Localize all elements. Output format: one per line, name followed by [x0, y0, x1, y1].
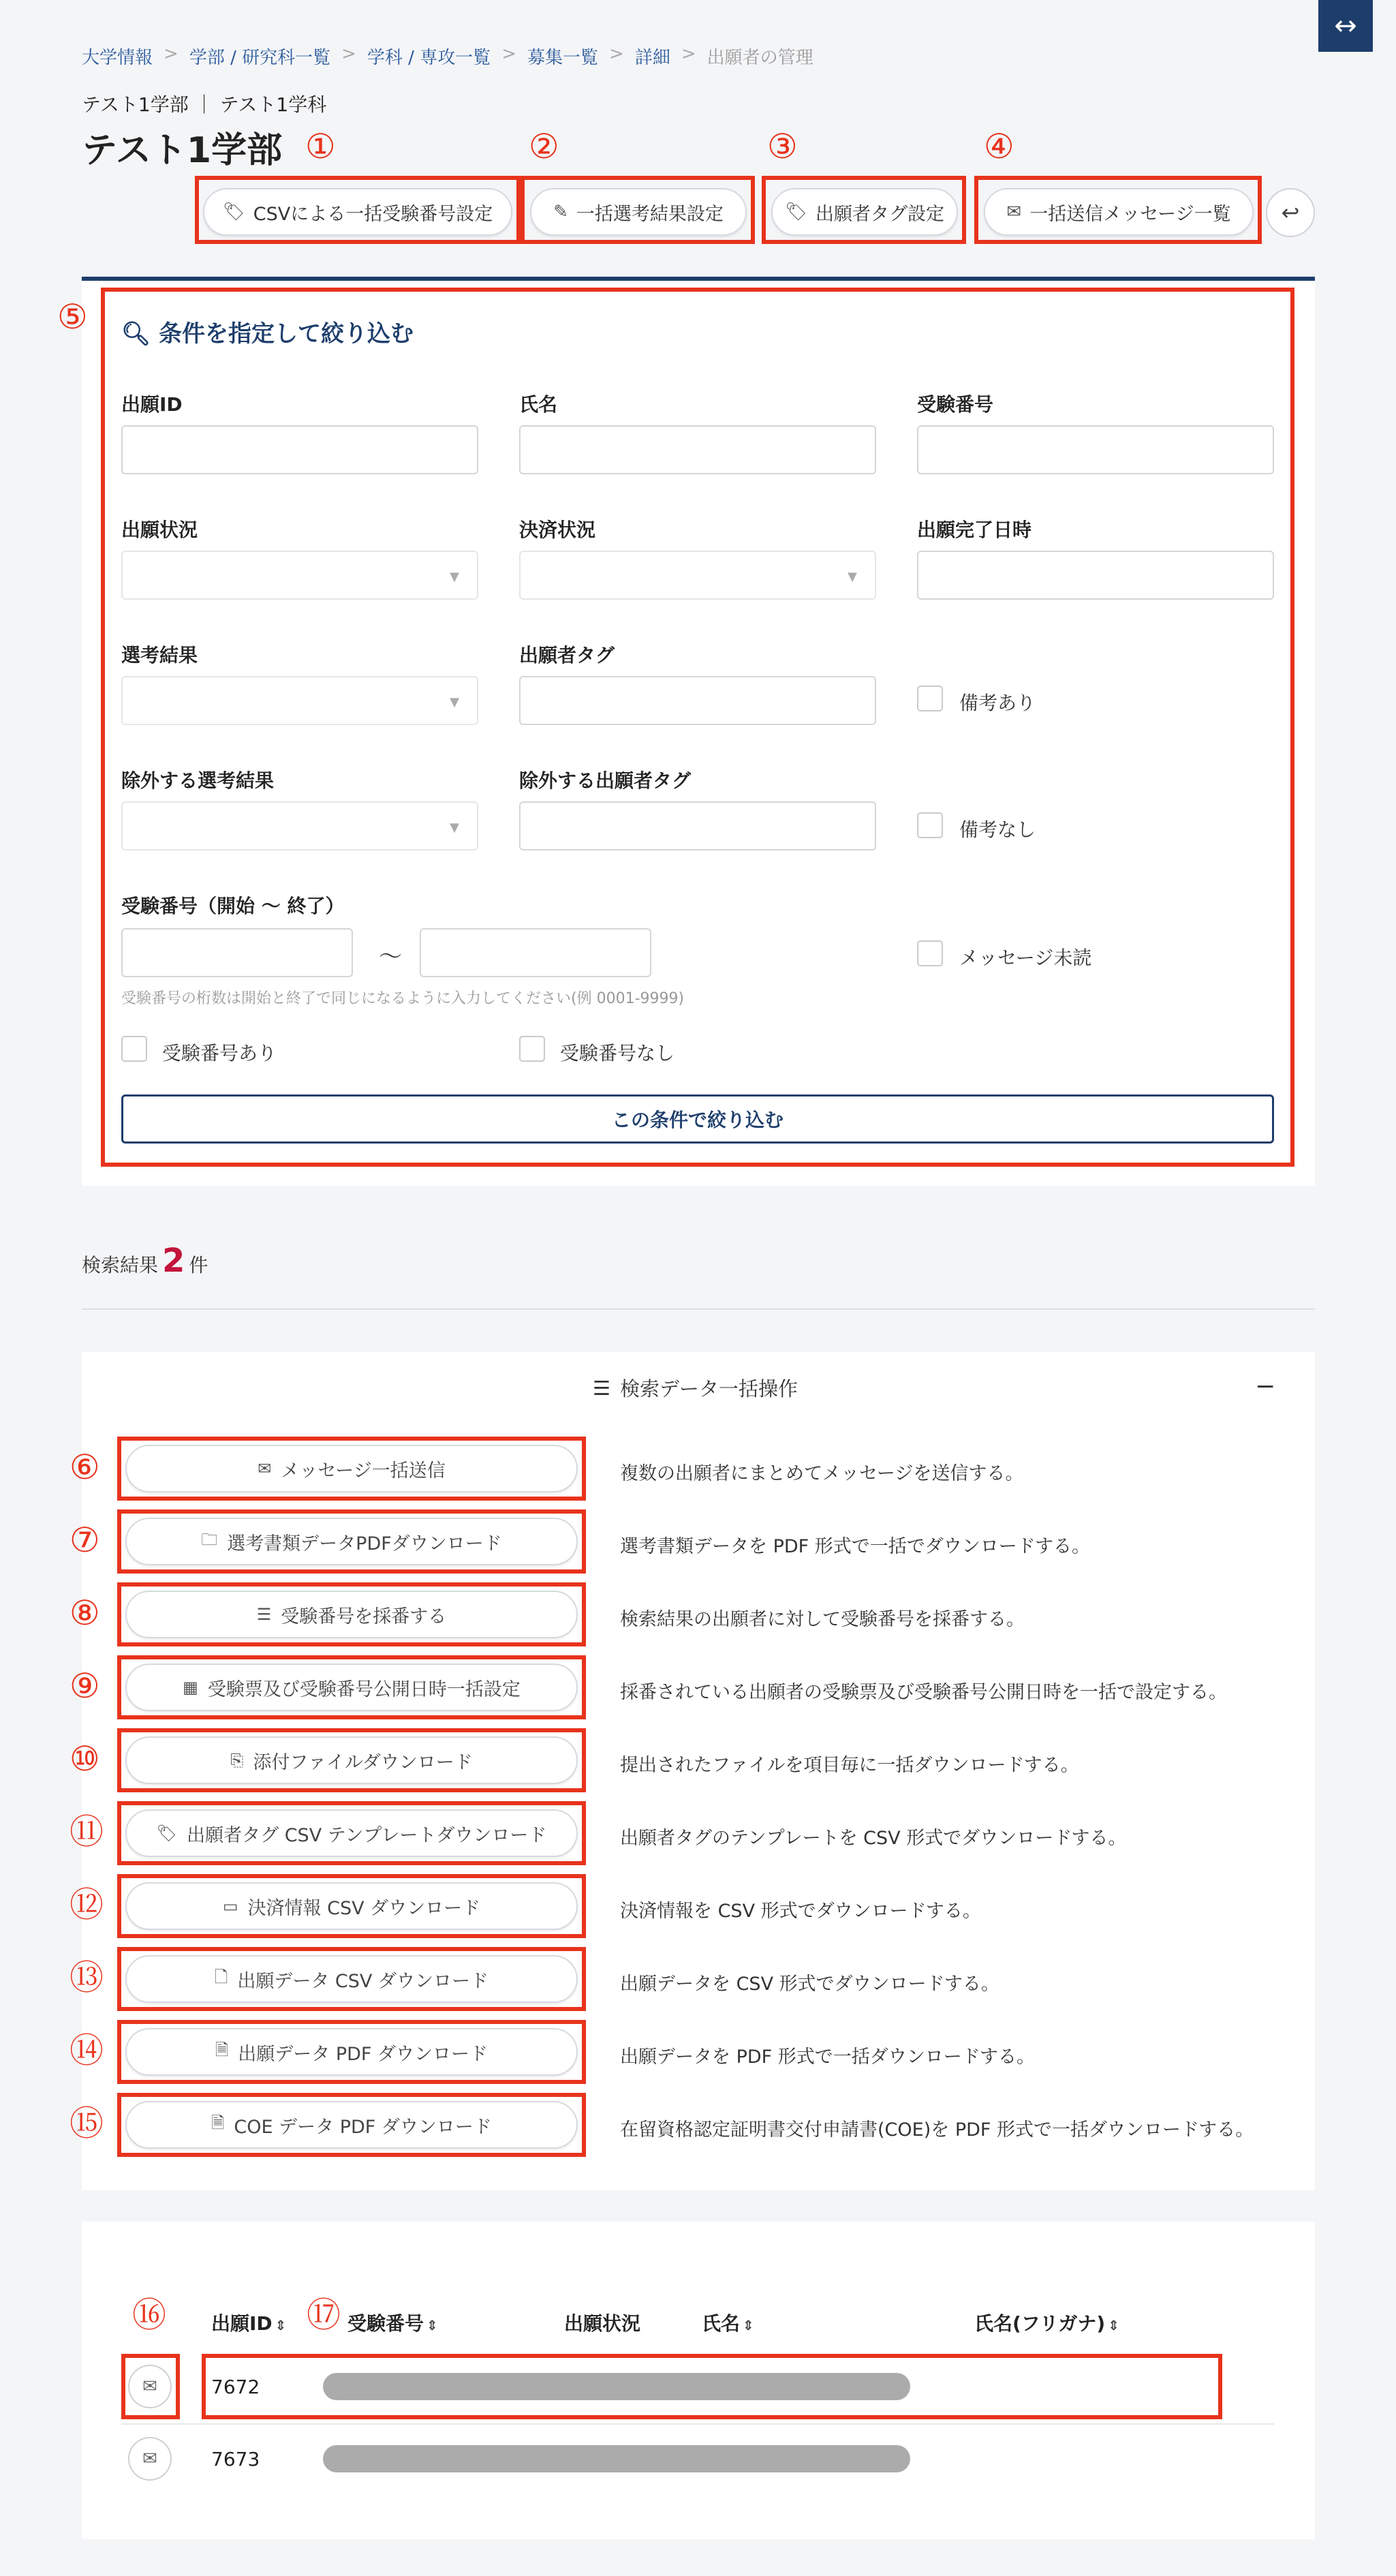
- row-application-id[interactable]: 7672: [211, 2376, 260, 2398]
- name-input[interactable]: [519, 425, 876, 474]
- payment-status-label: 決済状況: [519, 519, 596, 541]
- name-label: 氏名: [519, 393, 558, 416]
- row-divider: [121, 2423, 1274, 2425]
- range-separator: 〜: [379, 943, 402, 970]
- annotation-5: ⑤: [57, 297, 88, 337]
- page-title: テスト1学部: [82, 130, 283, 171]
- highlight-box-5: [101, 288, 1294, 1167]
- highlight-box-15: [117, 2093, 586, 2157]
- breadcrumb-recruitments[interactable]: 募集一覧: [527, 48, 599, 68]
- bulk-op-description-6: 出願者タグのテンプレートを CSV 形式でダウンロードする。: [620, 1828, 1127, 1849]
- exam-number-input[interactable]: [917, 425, 1274, 474]
- application-status-select[interactable]: [121, 551, 478, 600]
- annotation-7: ⑦: [69, 1520, 100, 1560]
- has-exam-number-checkbox[interactable]: [121, 1036, 147, 1062]
- apply-filter-button[interactable]: この条件で絞り込む: [121, 1094, 1274, 1144]
- bulk-op-description-3: 検索結果の出願者に対して受験番号を採番する。: [620, 1609, 1025, 1630]
- annotation-3: ③: [767, 127, 798, 166]
- highlight-box-4: [974, 176, 1262, 244]
- breadcrumb-detail[interactable]: 詳細: [634, 48, 670, 68]
- application-status-label: 出願状況: [121, 519, 198, 541]
- breadcrumb-faculties[interactable]: 学部 / 研究科一覧: [189, 48, 331, 68]
- bulk-op-description-2: 選考書類データを PDF 形式で一括でダウンロードする。: [620, 1536, 1090, 1557]
- result-count-value: 2: [162, 1242, 185, 1280]
- exam-number-label: 受験番号: [917, 393, 994, 416]
- annotation-2: ②: [529, 127, 559, 166]
- bulk-op-description-4: 採番されている出願者の受験票及び受験番号公開日時を一括で設定する。: [620, 1682, 1227, 1703]
- highlight-box-12: [117, 1874, 586, 1938]
- exam-number-range-label: 受験番号（開始 〜 終了）: [121, 895, 345, 917]
- bulk-op-description-1: 複数の出願者にまとめてメッセージを送信する。: [620, 1463, 1024, 1484]
- no-exam-number-checkbox[interactable]: [519, 1036, 545, 1062]
- highlight-box-2: [521, 176, 755, 244]
- completion-datetime-label: 出願完了日時: [917, 519, 1032, 541]
- bulk-op-button-10[interactable]: 🗎 COE データ PDF ダウンロード: [125, 2101, 578, 2149]
- bulk-op-description-10: 在留資格認定証明書交付申請書(COE)を PDF 形式で一括ダウンロードする。: [620, 2119, 1254, 2141]
- search-result-count: 検索結果 2 件: [82, 1242, 208, 1280]
- envelope-icon: ✉: [142, 2376, 157, 2397]
- annotation-12: ⑫: [69, 1885, 104, 1925]
- csv-bulk-exam-number-button[interactable]: 🏷 CSVによる一括受験番号設定: [203, 188, 512, 236]
- application-id-label: 出願ID: [121, 393, 183, 416]
- annotation-8: ⑧: [69, 1593, 100, 1633]
- highlight-box-8: [117, 1582, 586, 1646]
- file-icon: 🗋: [215, 1967, 228, 1987]
- breadcrumb-current: 出願者の管理: [707, 48, 813, 68]
- highlight-box-11: [117, 1801, 586, 1865]
- annotation-16: ⑯: [132, 2295, 166, 2335]
- highlight-box-6: [117, 1437, 586, 1501]
- header-name[interactable]: 氏名 ⇕: [702, 2312, 754, 2335]
- payment-status-select[interactable]: [519, 551, 876, 600]
- sort-icon: ⇕: [275, 2317, 287, 2333]
- list-icon: ☰: [256, 1605, 272, 1624]
- bulk-op-button-1[interactable]: ✉ メッセージ一括送信: [125, 1445, 578, 1492]
- search-panel-topline: [82, 277, 1315, 281]
- applicant-tag-label: 出願者タグ: [519, 644, 615, 666]
- highlight-box-9: [117, 1655, 586, 1719]
- has-exam-number-label: 受験番号あり: [162, 1042, 277, 1064]
- annotation-10: ⑩: [69, 1739, 100, 1779]
- breadcrumb: 大学情報 > 学部 / 研究科一覧 > 学科 / 専攻一覧 > 募集一覧 > 詳細 > 出願者の管理: [82, 44, 813, 68]
- envelope-icon: ✉: [258, 1459, 272, 1478]
- bulk-op-description-8: 出願データを CSV 形式でダウンロードする。: [620, 1974, 999, 1995]
- exam-number-start-input[interactable]: [121, 928, 353, 977]
- has-note-checkbox[interactable]: [917, 686, 943, 711]
- search-heading: 🔍︎ 条件を指定して絞り込む: [121, 320, 414, 348]
- calendar-icon: ▦: [183, 1678, 198, 1697]
- back-button[interactable]: [1266, 188, 1315, 237]
- application-id-input[interactable]: [121, 425, 478, 474]
- completion-datetime-input[interactable]: [917, 551, 1274, 600]
- pdf-file-icon: 🗎: [211, 2113, 225, 2132]
- highlight-box-13: [117, 1947, 586, 2011]
- paperclip-icon: ⎘: [230, 1751, 244, 1770]
- expand-arrows-icon: ↔: [1334, 10, 1357, 42]
- breadcrumb-departments[interactable]: 学科 / 専攻一覧: [367, 48, 491, 68]
- annotation-15: ⑮: [69, 2104, 104, 2143]
- bulk-op-description-7: 決済情報を CSV 形式でダウンロードする。: [620, 1901, 981, 1922]
- exam-number-end-input[interactable]: [420, 928, 651, 977]
- divider: [82, 1308, 1315, 1310]
- exclude-applicant-tag-label: 除外する出願者タグ: [519, 769, 692, 792]
- highlight-box-1: [195, 176, 521, 244]
- bulk-op-button-2[interactable]: 🗀 選考書類データPDFダウンロード: [125, 1518, 578, 1565]
- highlight-box-17: [202, 2354, 1222, 2419]
- no-note-label: 備考なし: [959, 818, 1036, 841]
- header-application-id[interactable]: 出願ID ⇕: [211, 2312, 287, 2335]
- pdf-file-icon: 🗎: [215, 2040, 229, 2059]
- unread-message-label: メッセージ未読: [959, 947, 1092, 969]
- header-exam-number[interactable]: 受験番号 ⇕: [347, 2312, 438, 2335]
- header-application-status: 出願状況: [564, 2312, 641, 2335]
- annotation-6: ⑥: [69, 1447, 100, 1487]
- breadcrumb-university[interactable]: 大学情報: [82, 48, 153, 68]
- bulk-message-list-button[interactable]: ✉ 一括送信メッセージ一覧: [984, 188, 1254, 236]
- bulk-op-button-8[interactable]: 🗋 出願データ CSV ダウンロード: [125, 1955, 578, 2003]
- highlight-box-7: [117, 1509, 586, 1574]
- highlight-box-14: [117, 2020, 586, 2084]
- page-subtitle: テスト1学部 ｜ テスト1学科: [82, 93, 327, 116]
- highlight-box-10: [117, 1728, 586, 1792]
- credit-card-icon: ▭: [222, 1897, 238, 1916]
- redacted-row-data: [323, 2445, 910, 2472]
- bulk-op-button-9[interactable]: 🗎 出願データ PDF ダウンロード: [125, 2028, 578, 2076]
- unread-message-checkbox[interactable]: [917, 940, 943, 966]
- annotation-17: ⑰: [307, 2295, 341, 2335]
- bulk-op-button-6[interactable]: 🏷 出願者タグ CSV テンプレートダウンロード: [125, 1809, 578, 1857]
- collapse-icon[interactable]: −: [1255, 1373, 1276, 1400]
- annotation-11: ⑪: [69, 1812, 104, 1852]
- highlight-box-3: [762, 176, 966, 244]
- annotation-9: ⑨: [69, 1666, 100, 1706]
- highlight-box-16: [121, 2354, 180, 2419]
- row-message-button[interactable]: [128, 2437, 172, 2481]
- tags-icon: 🏷: [784, 202, 807, 222]
- list-icon: ☰: [593, 1376, 610, 1400]
- applicant-tag-settings-button[interactable]: 🏷 出願者タグ設定: [771, 188, 958, 236]
- caret-down-icon: ▼: [450, 570, 459, 584]
- annotation-4: ④: [984, 127, 1014, 166]
- tags-icon: 🏷: [156, 1824, 178, 1843]
- reply-arrow-icon: ↩: [1281, 200, 1300, 226]
- caret-down-icon: ▼: [450, 821, 459, 835]
- applicant-tag-input[interactable]: [519, 676, 876, 725]
- envelope-icon: ✉: [1006, 202, 1022, 222]
- tags-icon: 🏷: [222, 202, 245, 222]
- no-exam-number-label: 受験番号なし: [560, 1042, 675, 1064]
- bulk-op-button-3[interactable]: ☰ 受験番号を採番する: [125, 1591, 578, 1638]
- has-note-label: 備考あり: [959, 692, 1036, 714]
- bulk-op-description-9: 出願データを PDF 形式で一括ダウンロードする。: [620, 2046, 1035, 2068]
- bulk-op-button-7[interactable]: ▭ 決済情報 CSV ダウンロード: [125, 1882, 578, 1930]
- expand-width-button[interactable]: [1318, 0, 1373, 52]
- exclude-selection-result-select[interactable]: [121, 801, 478, 850]
- folder-icon: 🗀: [201, 1529, 218, 1549]
- sort-icon: ⇕: [1108, 2317, 1119, 2333]
- sort-icon: ⇕: [426, 2317, 438, 2333]
- caret-down-icon: ▼: [450, 695, 459, 709]
- bulk-op-button-4[interactable]: ▦ 受験票及び受験番号公開日時一括設定: [125, 1663, 578, 1711]
- bulk-op-button-5[interactable]: ⎘ 添付ファイルダウンロード: [125, 1736, 578, 1784]
- search-icon: 🔍︎: [121, 320, 159, 348]
- pencil-icon: ✎: [553, 202, 568, 222]
- annotation-1: ①: [305, 127, 336, 166]
- no-note-checkbox[interactable]: [917, 812, 943, 838]
- exclude-applicant-tag-input[interactable]: [519, 801, 876, 850]
- exclude-selection-result-label: 除外する選考結果: [121, 769, 275, 792]
- exam-number-hint: 受験番号の桁数は開始と終了で同じになるように入力してください(例 0001-9999): [121, 990, 685, 1007]
- annotation-14: ⑭: [69, 2031, 104, 2070]
- header-name-kana[interactable]: 氏名(フリガナ) ⇕: [974, 2312, 1119, 2335]
- bulk-operations-title: ☰ 検索データ一括操作: [593, 1376, 798, 1400]
- sort-icon: ⇕: [743, 2317, 754, 2333]
- selection-result-label: 選考結果: [121, 644, 198, 666]
- envelope-icon: ✉: [142, 2449, 157, 2469]
- bulk-selection-result-button[interactable]: ✎ 一括選考結果設定: [530, 188, 747, 236]
- row-application-id[interactable]: 7673: [211, 2448, 260, 2470]
- caret-down-icon: ▼: [848, 570, 857, 584]
- selection-result-select[interactable]: [121, 676, 478, 725]
- annotation-13: ⑬: [69, 1958, 104, 1997]
- bulk-op-description-5: 提出されたファイルを項目毎に一括ダウンロードする。: [620, 1755, 1079, 1776]
